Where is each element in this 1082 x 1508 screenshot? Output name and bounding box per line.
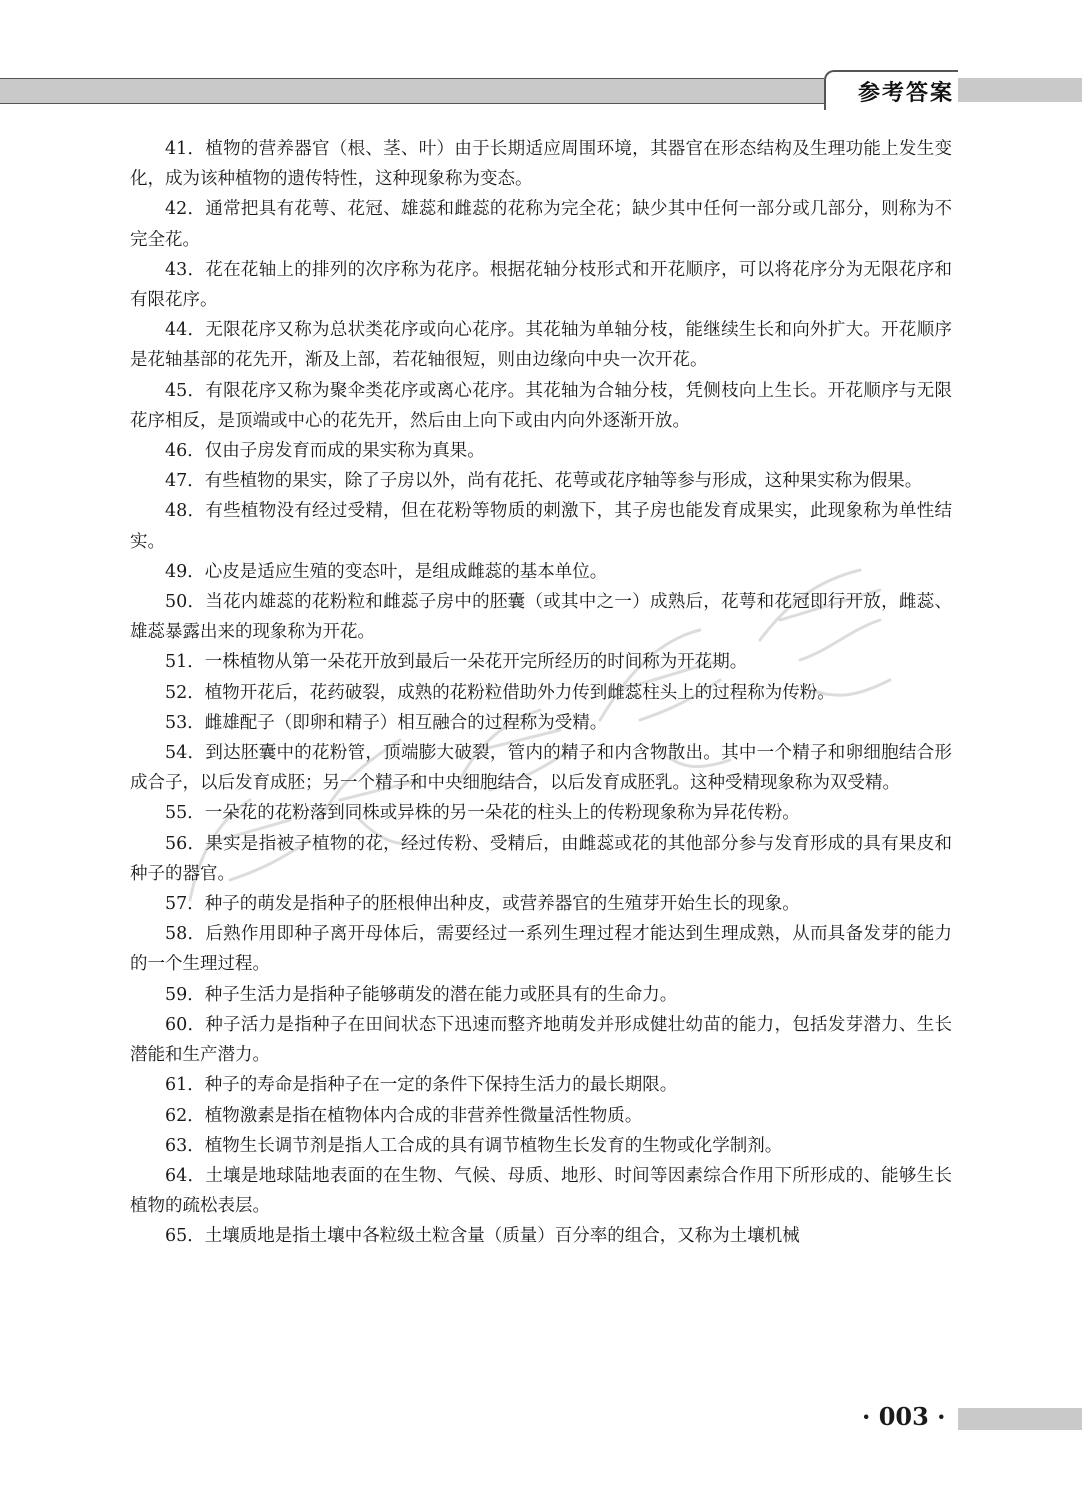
- answer-57: 57．种子的萌发是指种子的胚根伸出种皮，或营养器官的生殖芽开始生长的现象。: [165, 894, 800, 915]
- answer-61: 61．种子的寿命是指种子在一定的条件下保持生活力的最长期限。: [165, 1075, 678, 1096]
- answer-59: 59．种子生活力是指种子能够萌发的潜在能力或胚具有的生命力。: [165, 984, 678, 1005]
- answer-50: 50．当花内雄蕊的花粉粒和雌蕊子房中的胚囊（或其中之一）成熟后，花萼和花冠即行开放，雌蕊、雄蕊暴露出来的现象称为开花。: [130, 592, 952, 643]
- answer-65: 65．土壤质地是指土壤中各粒级土粒含量（质量）百分率的组合，又称为土壤机械: [165, 1226, 800, 1247]
- answer-44: 44．无限花序又称为总状类花序或向心花序。其花轴为单轴分枝，能继续生长和向外扩大。开花顺序是花轴基部的花先开，渐及上部，若花轴很短，则由边缘向中央一次开花。: [130, 320, 952, 371]
- answer-45: 45．有限花序又称为聚伞类花序或离心花序。其花轴为合轴分枝，凭侧枝向上生长。开花顺序与无限花序相反，是顶端或中心的花先开，然后由上向下或由内向外逐渐开放。: [130, 380, 952, 431]
- page-number: · 003 ·: [862, 1402, 946, 1431]
- answer-52: 52．植物开花后，花药破裂，成熟的花粉粒借助外力传到雌蕊柱头上的过程称为传粉。: [165, 682, 835, 703]
- answer-53: 53．雌雄配子（即卵和精子）相互融合的过程称为受精。: [165, 712, 608, 733]
- answer-62: 62．植物激素是指在植物体内合成的非营养性微量活性物质。: [165, 1105, 643, 1126]
- answer-58: 58．后熟作用即种子离开母体后，需要经过一系列生理过程才能达到生理成熟，从而具备发芽的能力的一个生理过程。: [130, 924, 952, 975]
- answer-47: 47．有些植物的果实，除了子房以外，尚有花托、花萼或花序轴等参与形成，这种果实称为假果。: [165, 471, 923, 492]
- answer-46: 46．仅由子房发育而成的果实称为真果。: [165, 441, 485, 462]
- answer-48: 48．有些植物没有经过受精，但在花粉等物质的刺激下，其子房也能发育成果实，此现象称为单性结实。: [130, 501, 952, 552]
- answer-49: 49．心皮是适应生殖的变态叶，是组成雌蕊的基本单位。: [165, 561, 608, 582]
- header-bar-right: [958, 78, 1082, 102]
- answer-41: 41．植物的营养器官（根、茎、叶）由于长期适应周围环境，其器官在形态结构及生理功能上发生变化，成为该种植物的遗传特性，这种现象称为变态。: [130, 139, 952, 190]
- answer-42: 42．通常把具有花萼、花冠、雄蕊和雌蕊的花称为完全花；缺少其中任何一部分或几部分，则称为不完全花。: [130, 199, 952, 250]
- answer-60: 60．种子活力是指种子在田间状态下迅速而整齐地萌发并形成健壮幼苗的能力，包括发芽潜力、生长潜能和生产潜力。: [130, 1014, 952, 1066]
- answer-list: [130, 134, 952, 1252]
- header-bar-left: [0, 78, 824, 104]
- page-footer: [0, 1400, 1082, 1440]
- answer-55: 55．一朵花的花粉落到同株或异株的另一朵花的柱头上的传粉现象称为异花传粉。: [165, 803, 800, 824]
- answer-43: 43．花在花轴上的排列的次序称为花序。根据花轴分枝形式和开花顺序，可以将花序分为无限花序和有限花序。: [130, 259, 952, 311]
- answer-63: 63．植物生长调节剂是指人工合成的具有调节植物生长发育的生物或化学制剂。: [165, 1135, 783, 1156]
- answer-64: 64．土壤是地球陆地表面的在生物、气候、母质、地形、时间等因素综合作用下所形成的、能够生长植物的疏松表层。: [130, 1165, 952, 1217]
- footer-bar: [958, 1408, 1082, 1430]
- answer-56: 56．果实是指被子植物的花，经过传粉、受精后，由雌蕊或花的其他部分参与发育形成的具有果皮和种子的器官。: [130, 833, 952, 884]
- page-header: [0, 0, 1082, 110]
- answer-54: 54．到达胚囊中的花粉管，顶端膨大破裂，管内的精子和内含物散出。其中一个精子和卵细胞结合形成合子，以后发育成胚；另一个精子和中央细胞结合，以后发育成胚乳。这种受精现象称为双受精。: [130, 743, 952, 794]
- answer-51: 51．一株植物从第一朵花开放到最后一朵花开完所经历的时间称为开花期。: [165, 652, 748, 673]
- section-title: 参考答案: [858, 81, 955, 106]
